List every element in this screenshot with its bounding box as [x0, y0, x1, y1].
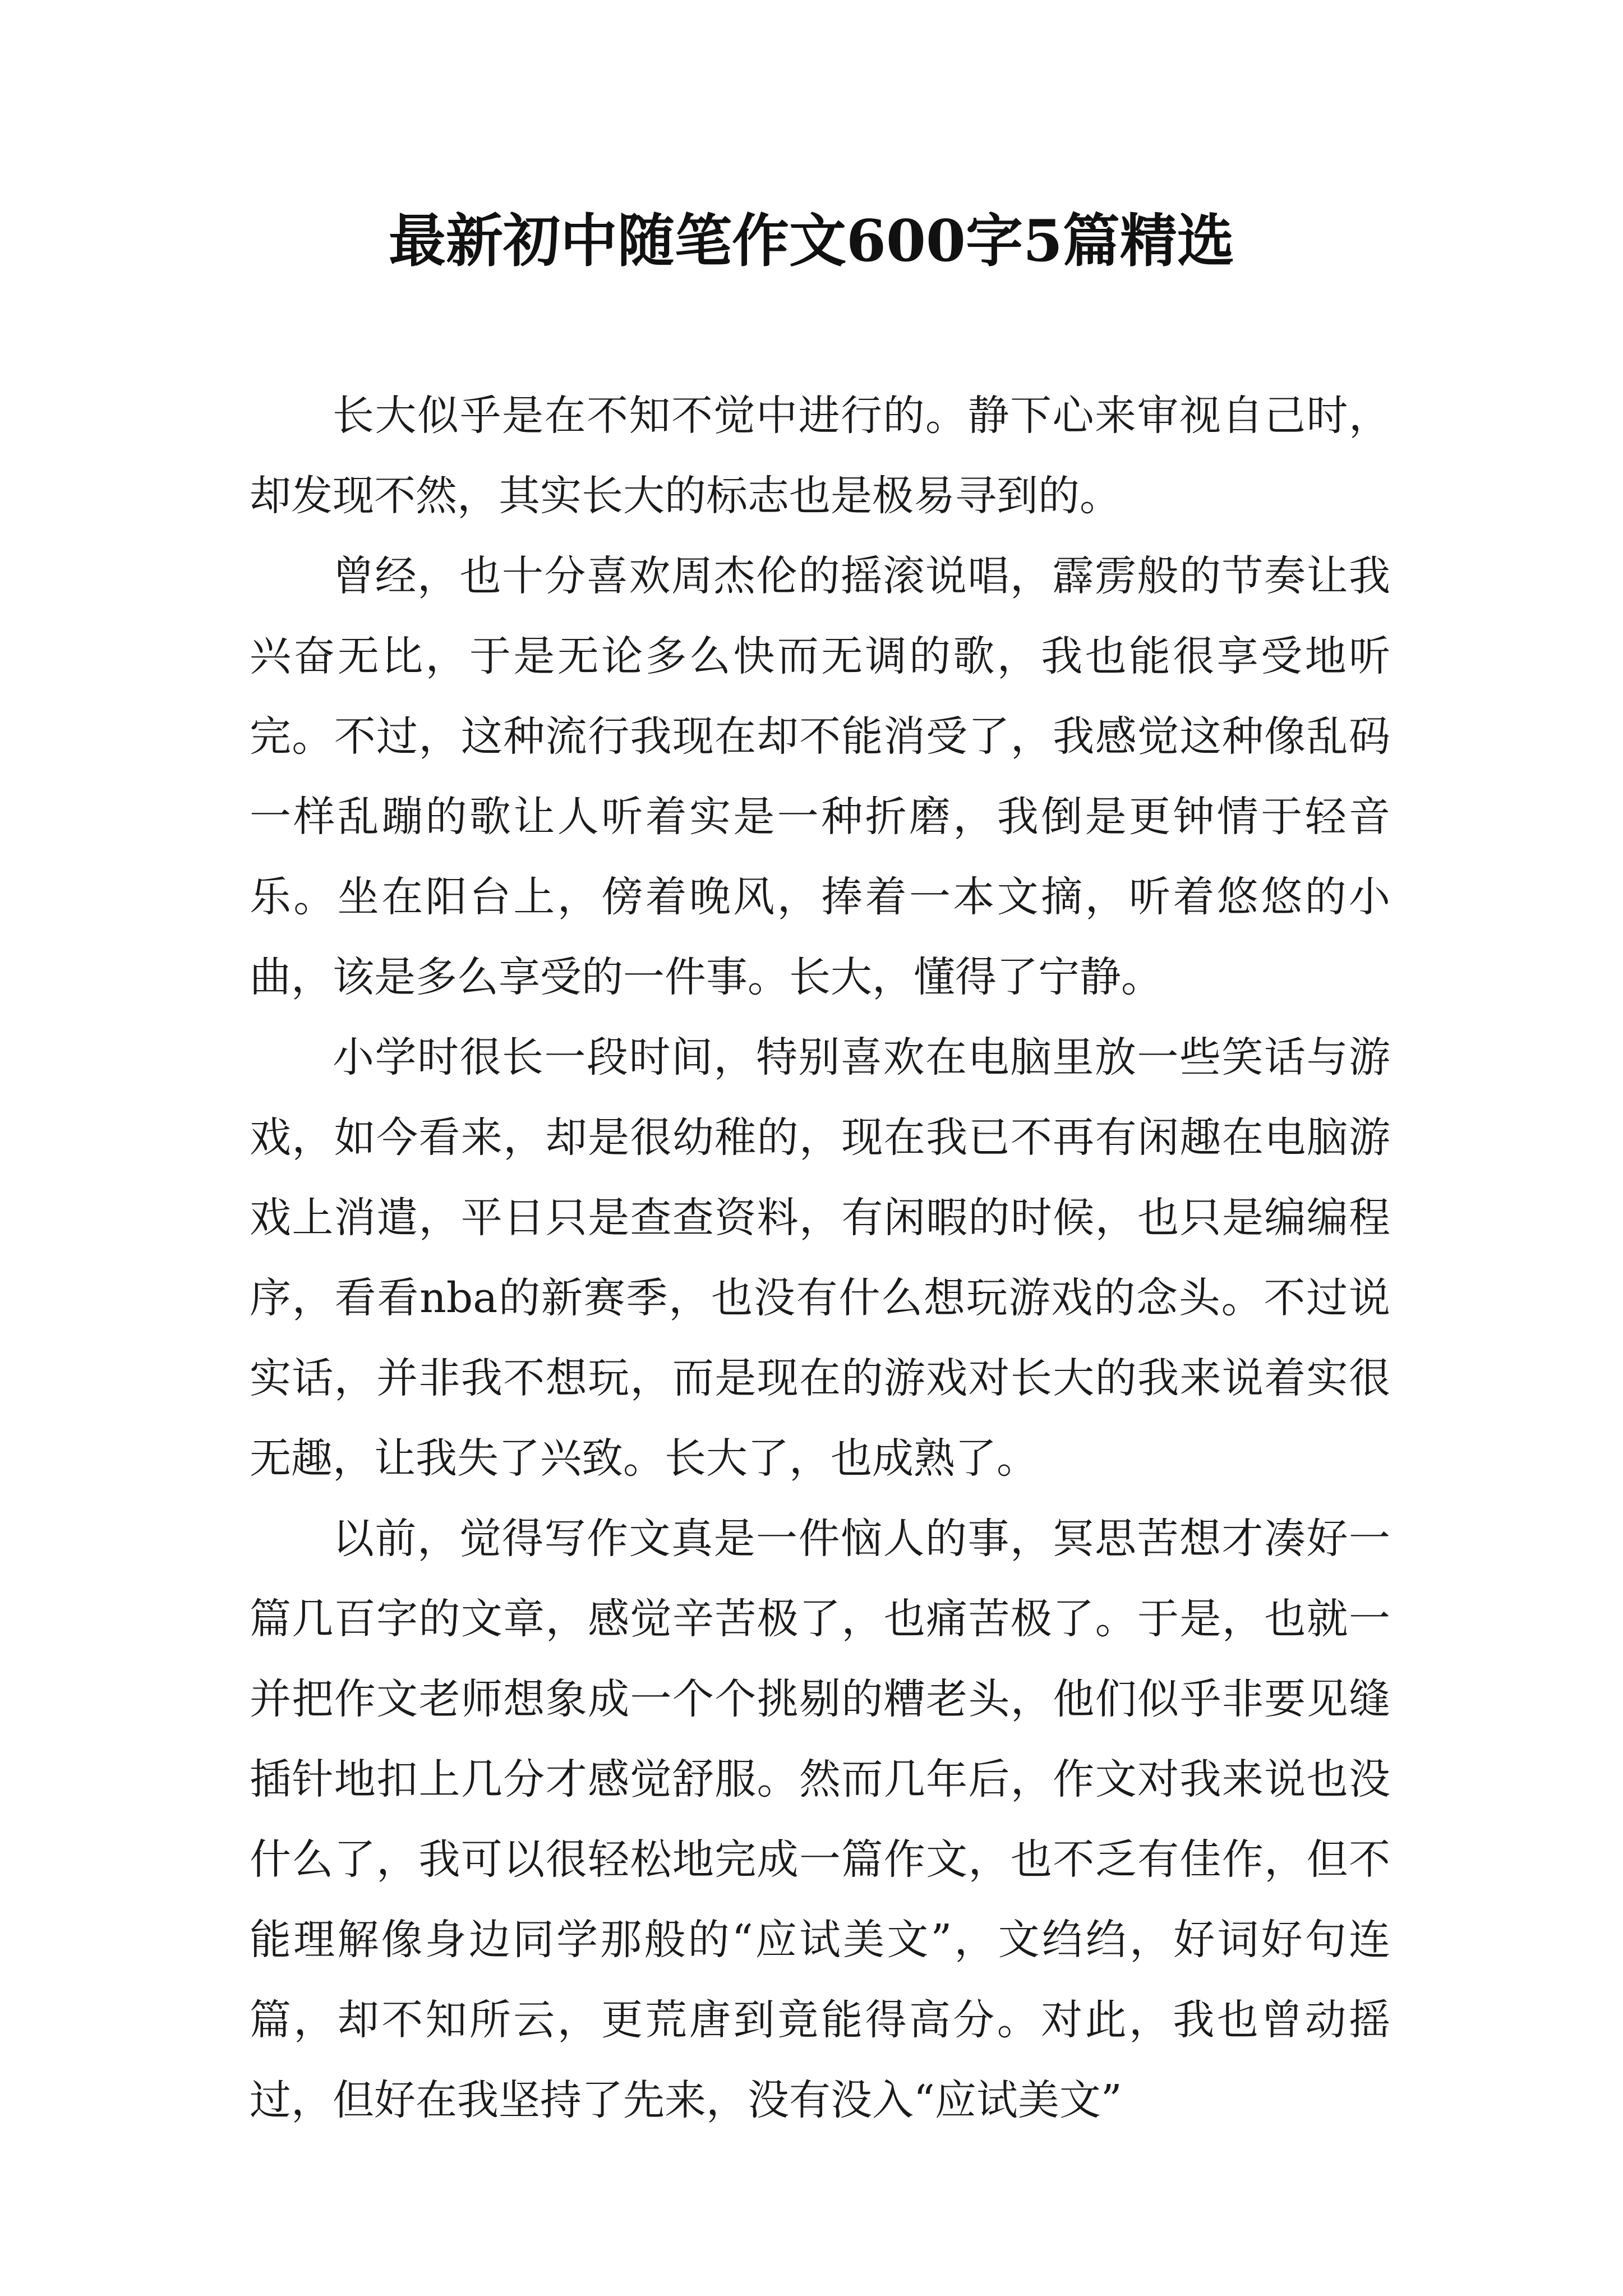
document-body — [250, 376, 1390, 2141]
paragraph: 曾经，也十分喜欢周杰伦的摇滚说唱，霹雳般的节奏让我兴奋无比，于是无论多么快而无调的歌，我也能很享受地听完。不过，这种流行我现在却不能消受了，我感觉这种像乱码一样乱蹦的歌让人听着实是一种折磨，我倒是更钟情于轻音乐。坐在阳台上，傍着晚风，捧着一本文摘，听着悠悠的小曲，该是多么享受的一件事。长大，懂得了宁静。 — [250, 552, 1390, 1001]
document-title: 最新初中随笔作文600字5篇精选 — [389, 208, 1234, 275]
paragraph: 长大似乎是在不知不觉中进行的。静下心来审视自己时，却发现不然，其实长大的标志也是极易寻到的。 — [250, 392, 1390, 520]
paragraph: 小学时很长一段时间，特别喜欢在电脑里放一些笑话与游戏，如今看来，却是很幼稚的，现在我已不再有闲趣在电脑游戏上消遣，平日只是查查资料，有闲暇的时候，也只是编编程序，看看nba的新赛季，也没有什么想玩游戏的念头。不过说实话，并非我不想玩，而是现在的游戏对长大的我来说着实很无趣，让我失了兴致。长大了，也成熟了。 — [250, 1033, 1390, 1483]
paragraph: 以前，觉得写作文真是一件恼人的事，冥思苦想才凑好一篇几百字的文章，感觉辛苦极了，也痛苦极了。于是，也就一并把作文老师想象成一个个挑剔的糟老头，他们似乎非要见缝插针地扣上几分才感觉舒服。然而几年后，作文对我来说也没什么了，我可以很轻松地完成一篇作文，也不乏有佳作，但不能理解像身边同学那般的“应试美文”，文绉绉，好词好句连篇，却不知所云，更荒唐到竟能得高分。对此，我也曾动摇过，但好在我坚持了先来，没有没入“应试美文” — [250, 1515, 1390, 2124]
